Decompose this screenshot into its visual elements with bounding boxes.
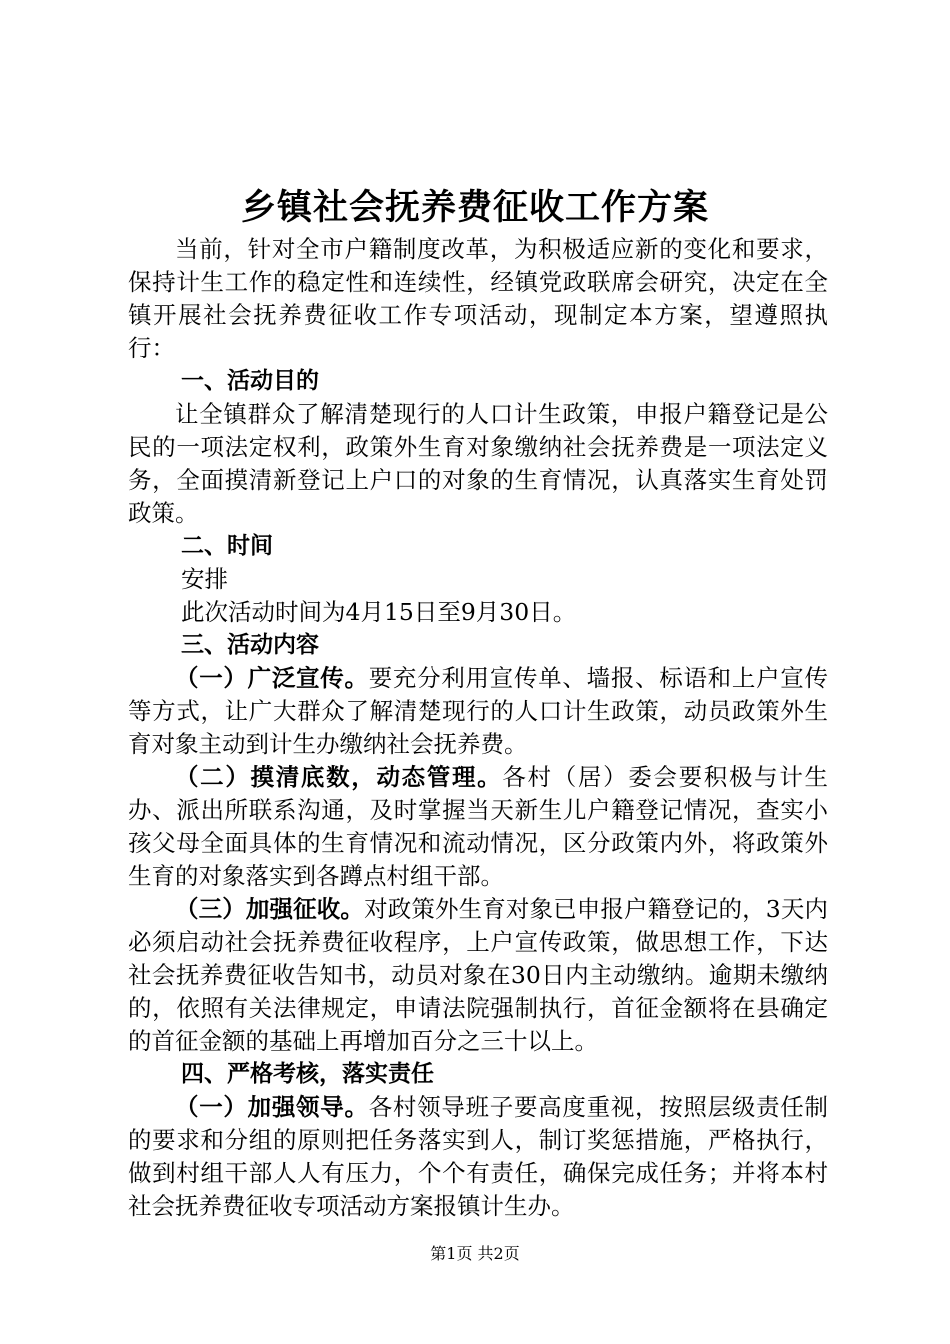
assessment-item-leadership <box>128 1091 828 1223</box>
content-item-survey <box>128 761 828 893</box>
content-item-collection <box>128 893 828 1058</box>
content-item-publicity-lead: （一）广泛宣传。 <box>175 664 369 692</box>
content-item-publicity <box>128 662 828 761</box>
content-item-collection-text: 对政策外生育对象已申报户籍登记的，3天内必须启动社会抚养费征收程序，上户宣传政策，做思想工作，下达社会抚养费征收告知书，动员对象在30日内主动缴纳。逾期未缴纳的，依照有关法律规定，申请法院强制执行，首征金额将在县确定的首征金额的基础上再增加百分之三十以上。 <box>128 895 829 1055</box>
time-period-line: 此次活动时间为4月15日至9月30日。 <box>181 598 577 626</box>
section-heading-assessment: 四、严格考核，落实责任 <box>181 1061 434 1087</box>
document-title: 乡镇社会抚养费征收工作方案 <box>240 188 709 228</box>
content-item-survey-lead: （二）摸清底数，动态管理。 <box>175 763 503 791</box>
assessment-item-leadership-text: 各村领导班子要高度重视，按照层级责任制的要求和分组的原则把任务落实到人，制订奖惩措施，严格执行，做到村组干部人人有压力，个个有责任，确保完成任务；并将本村社会抚养费征收专项活动方案报镇计生办。 <box>128 1093 829 1220</box>
section-heading-time: 二、时间 <box>181 533 273 559</box>
page-footer: 第1页 共2页 <box>430 1244 520 1263</box>
document-body <box>128 233 828 1223</box>
content-item-publicity-text: 要充分利用宣传单、墙报、标语和上户宣传等方式，让广大群众了解清楚现行的人口计生政策，动员政策外生育对象主动到计生办缴纳社会抚养费。 <box>128 664 829 758</box>
time-arrangement-line: 安排 <box>181 565 228 593</box>
assessment-item-leadership-lead: （一）加强领导。 <box>175 1093 369 1121</box>
content-item-collection-lead: （三）加强征收。 <box>175 895 365 923</box>
purpose-paragraph: 让全镇群众了解清楚现行的人口计生政策，申报户籍登记是公民的一项法定权利，政策外生育对象缴纳社会抚养费是一项法定义务，全面摸清新登记上户口的对象的生育情况，认真落实生育处罚政策。 <box>128 400 828 527</box>
section-heading-content: 三、活动内容 <box>181 632 319 658</box>
content-item-survey-text: 各村（居）委会要积极与计生办、派出所联系沟通，及时掌握当天新生儿户籍登记情况，查实小孩父母全面具体的生育情况和流动情况，区分政策内外，将政策外生育的对象落实到各蹲点村组干部。 <box>128 763 829 890</box>
intro-paragraph: 当前，针对全市户籍制度改革，为积极适应新的变化和要求，保持计生工作的稳定性和连续性，经镇党政联席会研究，决定在全镇开展社会抚养费征收工作专项活动，现制定本方案，望遵照执行： <box>128 235 828 362</box>
section-heading-purpose: 一、活动目的 <box>181 368 319 394</box>
